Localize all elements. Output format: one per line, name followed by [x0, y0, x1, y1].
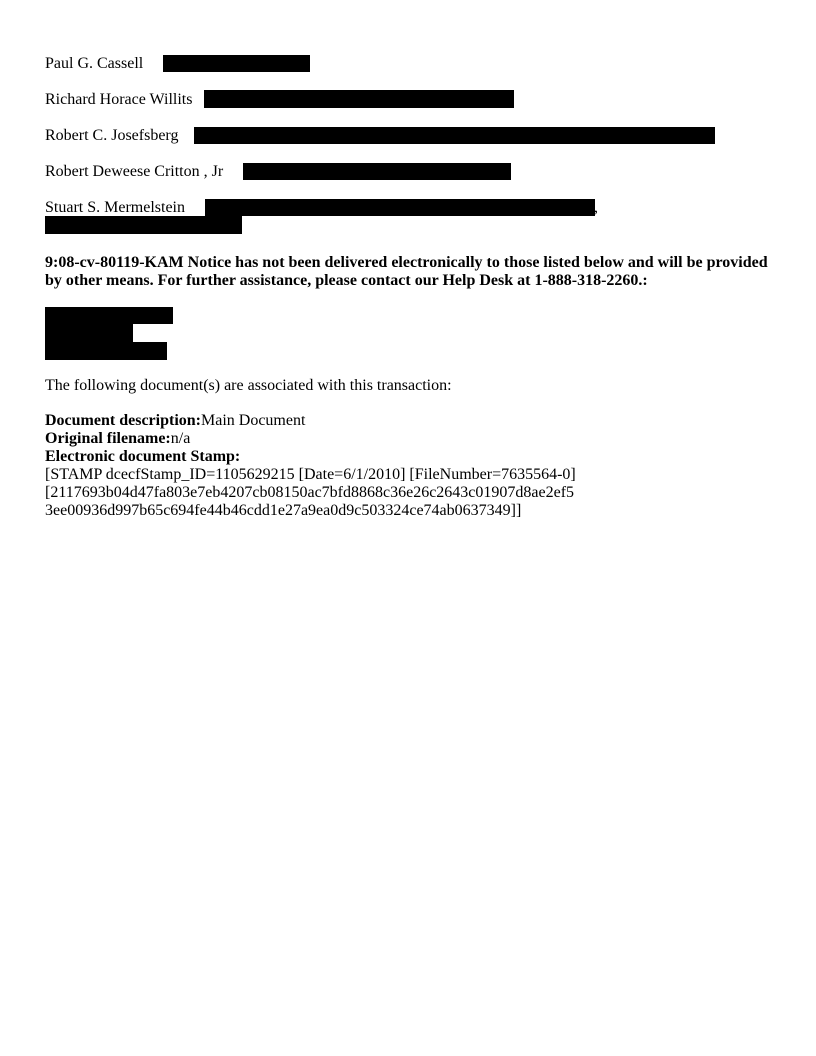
electronic-stamp-row [45, 448, 576, 466]
redaction-bar [194, 127, 715, 144]
recipient-name: Robert Deweese Critton , Jr [45, 163, 224, 180]
redaction-bar [45, 342, 167, 360]
recipient-name: Paul G. Cassell [45, 55, 144, 72]
redaction-bar [243, 163, 511, 180]
redaction-bar [45, 324, 133, 342]
original-filename-value: n/a [170, 430, 191, 447]
document-description-value: Main Document [200, 412, 306, 429]
document-description-row [45, 412, 576, 430]
redaction-bar [45, 307, 173, 324]
delivery-notice: 9:08-cv-80119-KAM Notice has not been delivered electronically to those listed below and will be provided by other means. For further assistance, please contact our Help Desk at 1-888-318-2260.: [45, 254, 768, 289]
stamp-line: [2117693b04d47fa803e7eb4207cb08150ac7bfd8868c36e26c2643c01907d8ae2ef5 [45, 484, 575, 501]
original-filename-row [45, 430, 576, 448]
document-info [45, 412, 576, 520]
electronic-stamp-label: Electronic document Stamp: [45, 448, 241, 465]
recipient-trailing-comma: , [594, 199, 598, 216]
redaction-bar [163, 55, 310, 72]
redaction-bar [45, 216, 242, 234]
recipient-name: Stuart S. Mermelstein [45, 199, 185, 216]
redaction-bar [205, 199, 595, 216]
original-filename-label: Original filename: [45, 430, 171, 447]
associated-documents-text: The following document(s) are associated with this transaction: [45, 377, 452, 394]
recipient-name: Richard Horace Willits [45, 91, 193, 108]
recipient-name: Robert C. Josefsberg [45, 127, 179, 144]
stamp-line: [STAMP dcecfStamp_ID=1105629215 [Date=6/1/2010] [FileNumber=7635564-0] [45, 466, 576, 483]
document-description-label: Document description: [45, 412, 201, 429]
stamp-line: 3ee00936d997b65c694fe44b46cdd1e27a9ea0d9c503324ce74ab0637349]] [45, 502, 522, 519]
redaction-bar [204, 90, 514, 108]
